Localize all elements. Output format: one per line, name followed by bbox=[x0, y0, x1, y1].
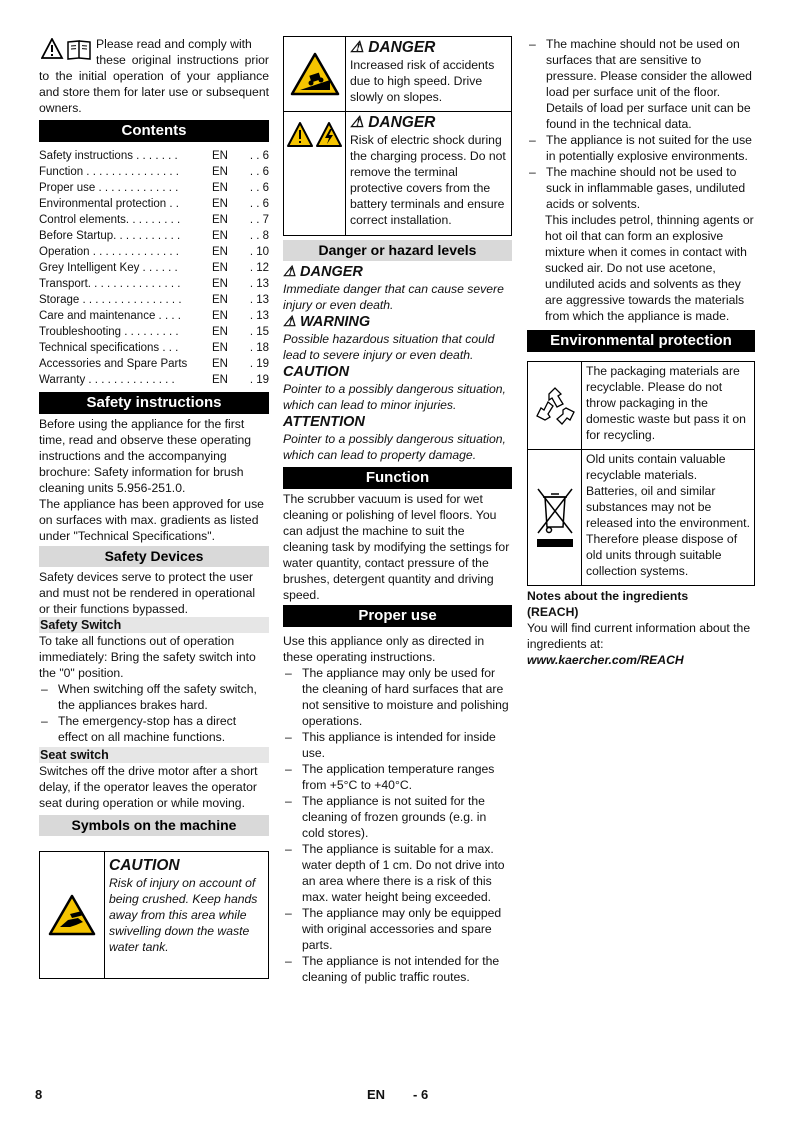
toc-page: . . 6 bbox=[249, 166, 269, 178]
hazard-levels-heading: Danger or hazard levels bbox=[283, 240, 512, 261]
table-of-contents bbox=[39, 148, 269, 388]
toc-page: . 13 bbox=[249, 294, 269, 306]
safety-switch-heading: Safety Switch bbox=[39, 617, 269, 633]
bullet-dash: – bbox=[285, 666, 292, 680]
crush-hazard-icon bbox=[48, 894, 96, 936]
intro-first-line: Please read and comply with bbox=[96, 37, 252, 51]
toc-label: Accessories and Spare Parts bbox=[39, 358, 188, 370]
bullet-dash: – bbox=[529, 37, 536, 51]
recycle-icon bbox=[533, 386, 577, 426]
bullet-dash: – bbox=[529, 165, 536, 179]
danger-title: ⚠ DANGER bbox=[350, 114, 436, 131]
safety-devices-heading: Safety Devices bbox=[39, 546, 269, 567]
toc-label: Technical specifications . . . bbox=[39, 342, 179, 354]
crossed-bin-icon bbox=[535, 485, 575, 551]
proper-use-heading: Proper use bbox=[283, 605, 512, 627]
toc-lang: EN bbox=[212, 342, 228, 354]
toc-label: Control elements. . . . . . . . . bbox=[39, 214, 181, 226]
toc-label: Troubleshooting . . . . . . . . . bbox=[39, 326, 179, 338]
function-heading: Function bbox=[283, 467, 512, 489]
list-item bbox=[283, 905, 512, 953]
toc-entry[interactable] bbox=[39, 340, 269, 356]
hazard-warning-text: Possible hazardous situation that could lead to severe injury or even death. bbox=[283, 332, 495, 362]
toc-entry[interactable] bbox=[39, 356, 269, 372]
list-item: – When switching off the safety switch, the appliances brakes hard. bbox=[41, 682, 257, 712]
proper-use-note: This includes petrol, thinning agents or hot oil that can form an explosive mixture when it comes in contact with sucked air. Do not use acetone, undiluted acids and solvents as they are aggressive towards the materials from which the appliance is made. bbox=[545, 213, 754, 323]
bullet-dash: – bbox=[529, 133, 536, 147]
toc-page: . 13 bbox=[249, 278, 269, 290]
toc-label: Before Startup. . . . . . . . . . . bbox=[39, 230, 181, 242]
hazard-caution-text: Pointer to a possibly dangerous situation, which can lead to minor injuries. bbox=[283, 382, 506, 412]
toc-entry[interactable] bbox=[39, 196, 269, 212]
hazard-attention-title: ATTENTION bbox=[283, 414, 365, 430]
toc-lang: EN bbox=[212, 198, 228, 210]
bullet-dash: – bbox=[285, 794, 292, 808]
toc-label: Proper use . . . . . . . . . . . . . bbox=[39, 182, 179, 194]
toc-entry[interactable] bbox=[39, 148, 269, 164]
toc-lang: EN bbox=[212, 294, 228, 306]
toc-page: . . 8 bbox=[249, 230, 269, 242]
danger-text: Risk of electric shock during the charging process. Do not remove the terminal protective covers from the battery terminals and ensure correct installation. bbox=[350, 133, 506, 227]
toc-entry[interactable] bbox=[39, 164, 269, 180]
function-text: The scrubber vacuum is used for wet cleaning or polishing of level floors. You can adjust the machine to suit the cleaning task by modifying the settings for water quantity, contact pressure of the brushes, detergent quantity and driving speed. bbox=[283, 492, 510, 602]
reach-text: You will find current information about the ingredients at: bbox=[527, 621, 751, 651]
column-left bbox=[39, 36, 269, 979]
safety-intro: Before using the appliance for the first time, read and observe these operating instructions and the accompanying brochure: Safety information for brush cleaning units 5.956-251.0. bbox=[39, 417, 252, 495]
hazard-caution-title: CAUTION bbox=[283, 364, 350, 380]
intro-text: these original instructions prior to the initial operation of your appliance and store them for later use or subsequent owners. bbox=[39, 53, 269, 115]
toc-page: . 12 bbox=[249, 262, 269, 274]
toc-page: . . 6 bbox=[249, 182, 269, 194]
list-item-text: The appliance is not intended for the cleaning of public traffic routes. bbox=[302, 954, 500, 984]
hazard-attention-text: Pointer to a possibly dangerous situation, which can lead to property damage. bbox=[283, 432, 506, 462]
list-item bbox=[283, 793, 512, 841]
proper-use-list-continued bbox=[527, 36, 755, 212]
bullet-dash: – bbox=[285, 762, 292, 776]
toc-entry[interactable] bbox=[39, 372, 269, 388]
toc-entry[interactable] bbox=[39, 212, 269, 228]
list-item-text: The machine should not be used on surfaces that are sensitive to pressure. Please consider the allowed load per surface unit of the floor. Details of load per surface unit can be found in the technical data. bbox=[546, 37, 752, 131]
toc-entry[interactable] bbox=[39, 228, 269, 244]
toc-entry[interactable] bbox=[39, 324, 269, 340]
list-item-text: This appliance is intended for inside use. bbox=[302, 730, 496, 760]
danger-shock-box bbox=[283, 112, 512, 236]
list-item: – The emergency-stop has a direct effect on all machine functions. bbox=[41, 714, 237, 744]
safety-approved: The appliance has been approved for use on surfaces with max. gradients as listed under "Technical Specifications". bbox=[39, 497, 264, 543]
toc-lang: EN bbox=[212, 150, 228, 162]
toc-lang: EN bbox=[212, 374, 228, 386]
environment-heading: Environmental protection bbox=[527, 330, 755, 352]
list-item bbox=[527, 132, 755, 164]
list-item-text: The application temperature ranges from +5°C to +40°C. bbox=[302, 762, 495, 792]
footer-lang: EN bbox=[367, 1087, 386, 1102]
reach-link[interactable]: www.kaercher.com/REACH bbox=[527, 653, 684, 667]
list-item bbox=[283, 729, 512, 761]
toc-entry[interactable] bbox=[39, 276, 269, 292]
toc-entry[interactable] bbox=[39, 292, 269, 308]
toc-lang: EN bbox=[212, 182, 228, 194]
safety-switch-text: To take all functions out of operation immediately: Bring the safety switch into the "0" position. bbox=[39, 634, 256, 680]
toc-page: . . 6 bbox=[249, 150, 269, 162]
proper-use-list bbox=[283, 665, 512, 985]
column-right bbox=[527, 36, 755, 668]
footer-sub-page: - 6 bbox=[413, 1087, 429, 1102]
toc-page: . 19 bbox=[249, 374, 269, 386]
toc-lang: EN bbox=[212, 262, 228, 274]
toc-label: Operation . . . . . . . . . . . . . . bbox=[39, 246, 179, 258]
toc-label: Grey Intelligent Key . . . . . . bbox=[39, 262, 178, 274]
list-item-text: The appliance may only be used for the cleaning of hard surfaces that are not sensitive to moisture and polishing operations. bbox=[302, 666, 509, 728]
contents-heading: Contents bbox=[39, 120, 269, 142]
recycle-box bbox=[527, 361, 755, 450]
safety-instructions-heading: Safety instructions bbox=[39, 392, 269, 414]
toc-page: . 15 bbox=[249, 326, 269, 338]
list-item bbox=[283, 761, 512, 793]
seat-switch-heading: Seat switch bbox=[39, 747, 269, 763]
recycle-text: The packaging materials are recyclable. Please do not throw packaging in the domestic waste but pass it on for recycling. bbox=[586, 364, 746, 442]
seat-switch-text: Switches off the drive motor after a short delay, if the operator leaves the operator seat during operation or while moving. bbox=[39, 764, 258, 810]
hazard-danger-text: Immediate danger that can cause severe injury or even death. bbox=[283, 282, 504, 312]
caution-text: Risk of injury on account of being crushed. Keep hands away from this area while swivelling down the waste water tank. bbox=[109, 876, 258, 954]
caution-title: CAUTION bbox=[109, 857, 180, 874]
hazard-danger-title: ⚠ DANGER bbox=[283, 264, 363, 280]
toc-label: Warranty . . . . . . . . . . . . . . bbox=[39, 374, 175, 386]
list-item bbox=[283, 841, 512, 905]
list-item-text: The appliance is suitable for a max. water depth of 1 cm. Do not drive into an area where there is a risk of this max. water height being exceeded. bbox=[302, 842, 505, 904]
toc-lang: EN bbox=[212, 214, 228, 226]
toc-page: . . 7 bbox=[249, 214, 269, 226]
toc-label: Function . . . . . . . . . . . . . . . bbox=[39, 166, 179, 178]
toc-lang: EN bbox=[212, 326, 228, 338]
danger-title: ⚠ DANGER bbox=[350, 39, 436, 56]
danger-text: Increased risk of accidents due to high speed. Drive slowly on slopes. bbox=[350, 58, 495, 104]
intro-block bbox=[39, 36, 269, 114]
toc-label: Storage . . . . . . . . . . . . . . . . bbox=[39, 294, 182, 306]
toc-page: . 18 bbox=[249, 342, 269, 354]
bullet-dash: – bbox=[285, 730, 292, 744]
toc-label: Transport. . . . . . . . . . . . . . . bbox=[39, 278, 181, 290]
toc-entry[interactable] bbox=[39, 180, 269, 196]
reach-heading: Notes about the ingredients (REACH) bbox=[527, 589, 689, 619]
list-item bbox=[283, 953, 512, 985]
page-number: 8 bbox=[35, 1087, 43, 1102]
caution-crush-box bbox=[39, 851, 269, 979]
disposal-box bbox=[527, 450, 755, 586]
bullet-dash: – bbox=[285, 906, 292, 920]
toc-label: Environmental protection . . bbox=[39, 198, 179, 210]
list-item bbox=[527, 36, 755, 132]
toc-entry[interactable] bbox=[39, 308, 269, 324]
toc-page: . . 6 bbox=[249, 198, 269, 210]
hazard-warning-title: ⚠ WARNING bbox=[283, 314, 371, 330]
symbols-heading: Symbols on the machine bbox=[39, 815, 269, 836]
warning-electric-icon bbox=[287, 121, 343, 149]
bullet-dash: – bbox=[285, 954, 292, 968]
bullet-dash: – bbox=[285, 842, 292, 856]
toc-label: Safety instructions . . . . . . . bbox=[39, 150, 178, 162]
disposal-text: Old units contain valuable recyclable materials. Batteries, oil and similar substances may not be released into the environment. Therefore please dispose of old units through suitable collection systems. bbox=[586, 452, 750, 578]
list-item bbox=[527, 164, 755, 212]
toc-page: . 10 bbox=[249, 246, 269, 258]
toc-entry[interactable] bbox=[39, 260, 269, 276]
proper-use-intro: Use this appliance only as directed in these operating instructions. bbox=[283, 634, 485, 664]
toc-lang: EN bbox=[212, 230, 228, 242]
slope-hazard-icon bbox=[290, 52, 340, 96]
toc-lang: EN bbox=[212, 358, 228, 370]
toc-page: . 19 bbox=[249, 358, 269, 370]
list-item-text: The appliance may only be equipped with original accessories and spare parts. bbox=[302, 906, 502, 952]
list-item-text: The machine should not be used to suck in inflammable gases, undiluted acids or solvents. bbox=[546, 165, 746, 211]
list-item-text: The appliance is not suited for the use in potentially explosive environments. bbox=[546, 133, 752, 163]
column-middle bbox=[283, 36, 512, 985]
toc-page: . 13 bbox=[249, 310, 269, 322]
toc-label: Care and maintenance . . . . bbox=[39, 310, 181, 322]
toc-lang: EN bbox=[212, 278, 228, 290]
toc-entry[interactable] bbox=[39, 244, 269, 260]
toc-lang: EN bbox=[212, 246, 228, 258]
danger-speed-box bbox=[283, 36, 512, 112]
list-item bbox=[283, 665, 512, 729]
safety-devices-text: Safety devices serve to protect the user and must not be rendered in operational or their functions bypassed. bbox=[39, 570, 256, 616]
list-item-text: The appliance is not suited for the cleaning of frozen grounds (e.g. in cold stores). bbox=[302, 794, 487, 840]
toc-lang: EN bbox=[212, 310, 228, 322]
toc-lang: EN bbox=[212, 166, 228, 178]
